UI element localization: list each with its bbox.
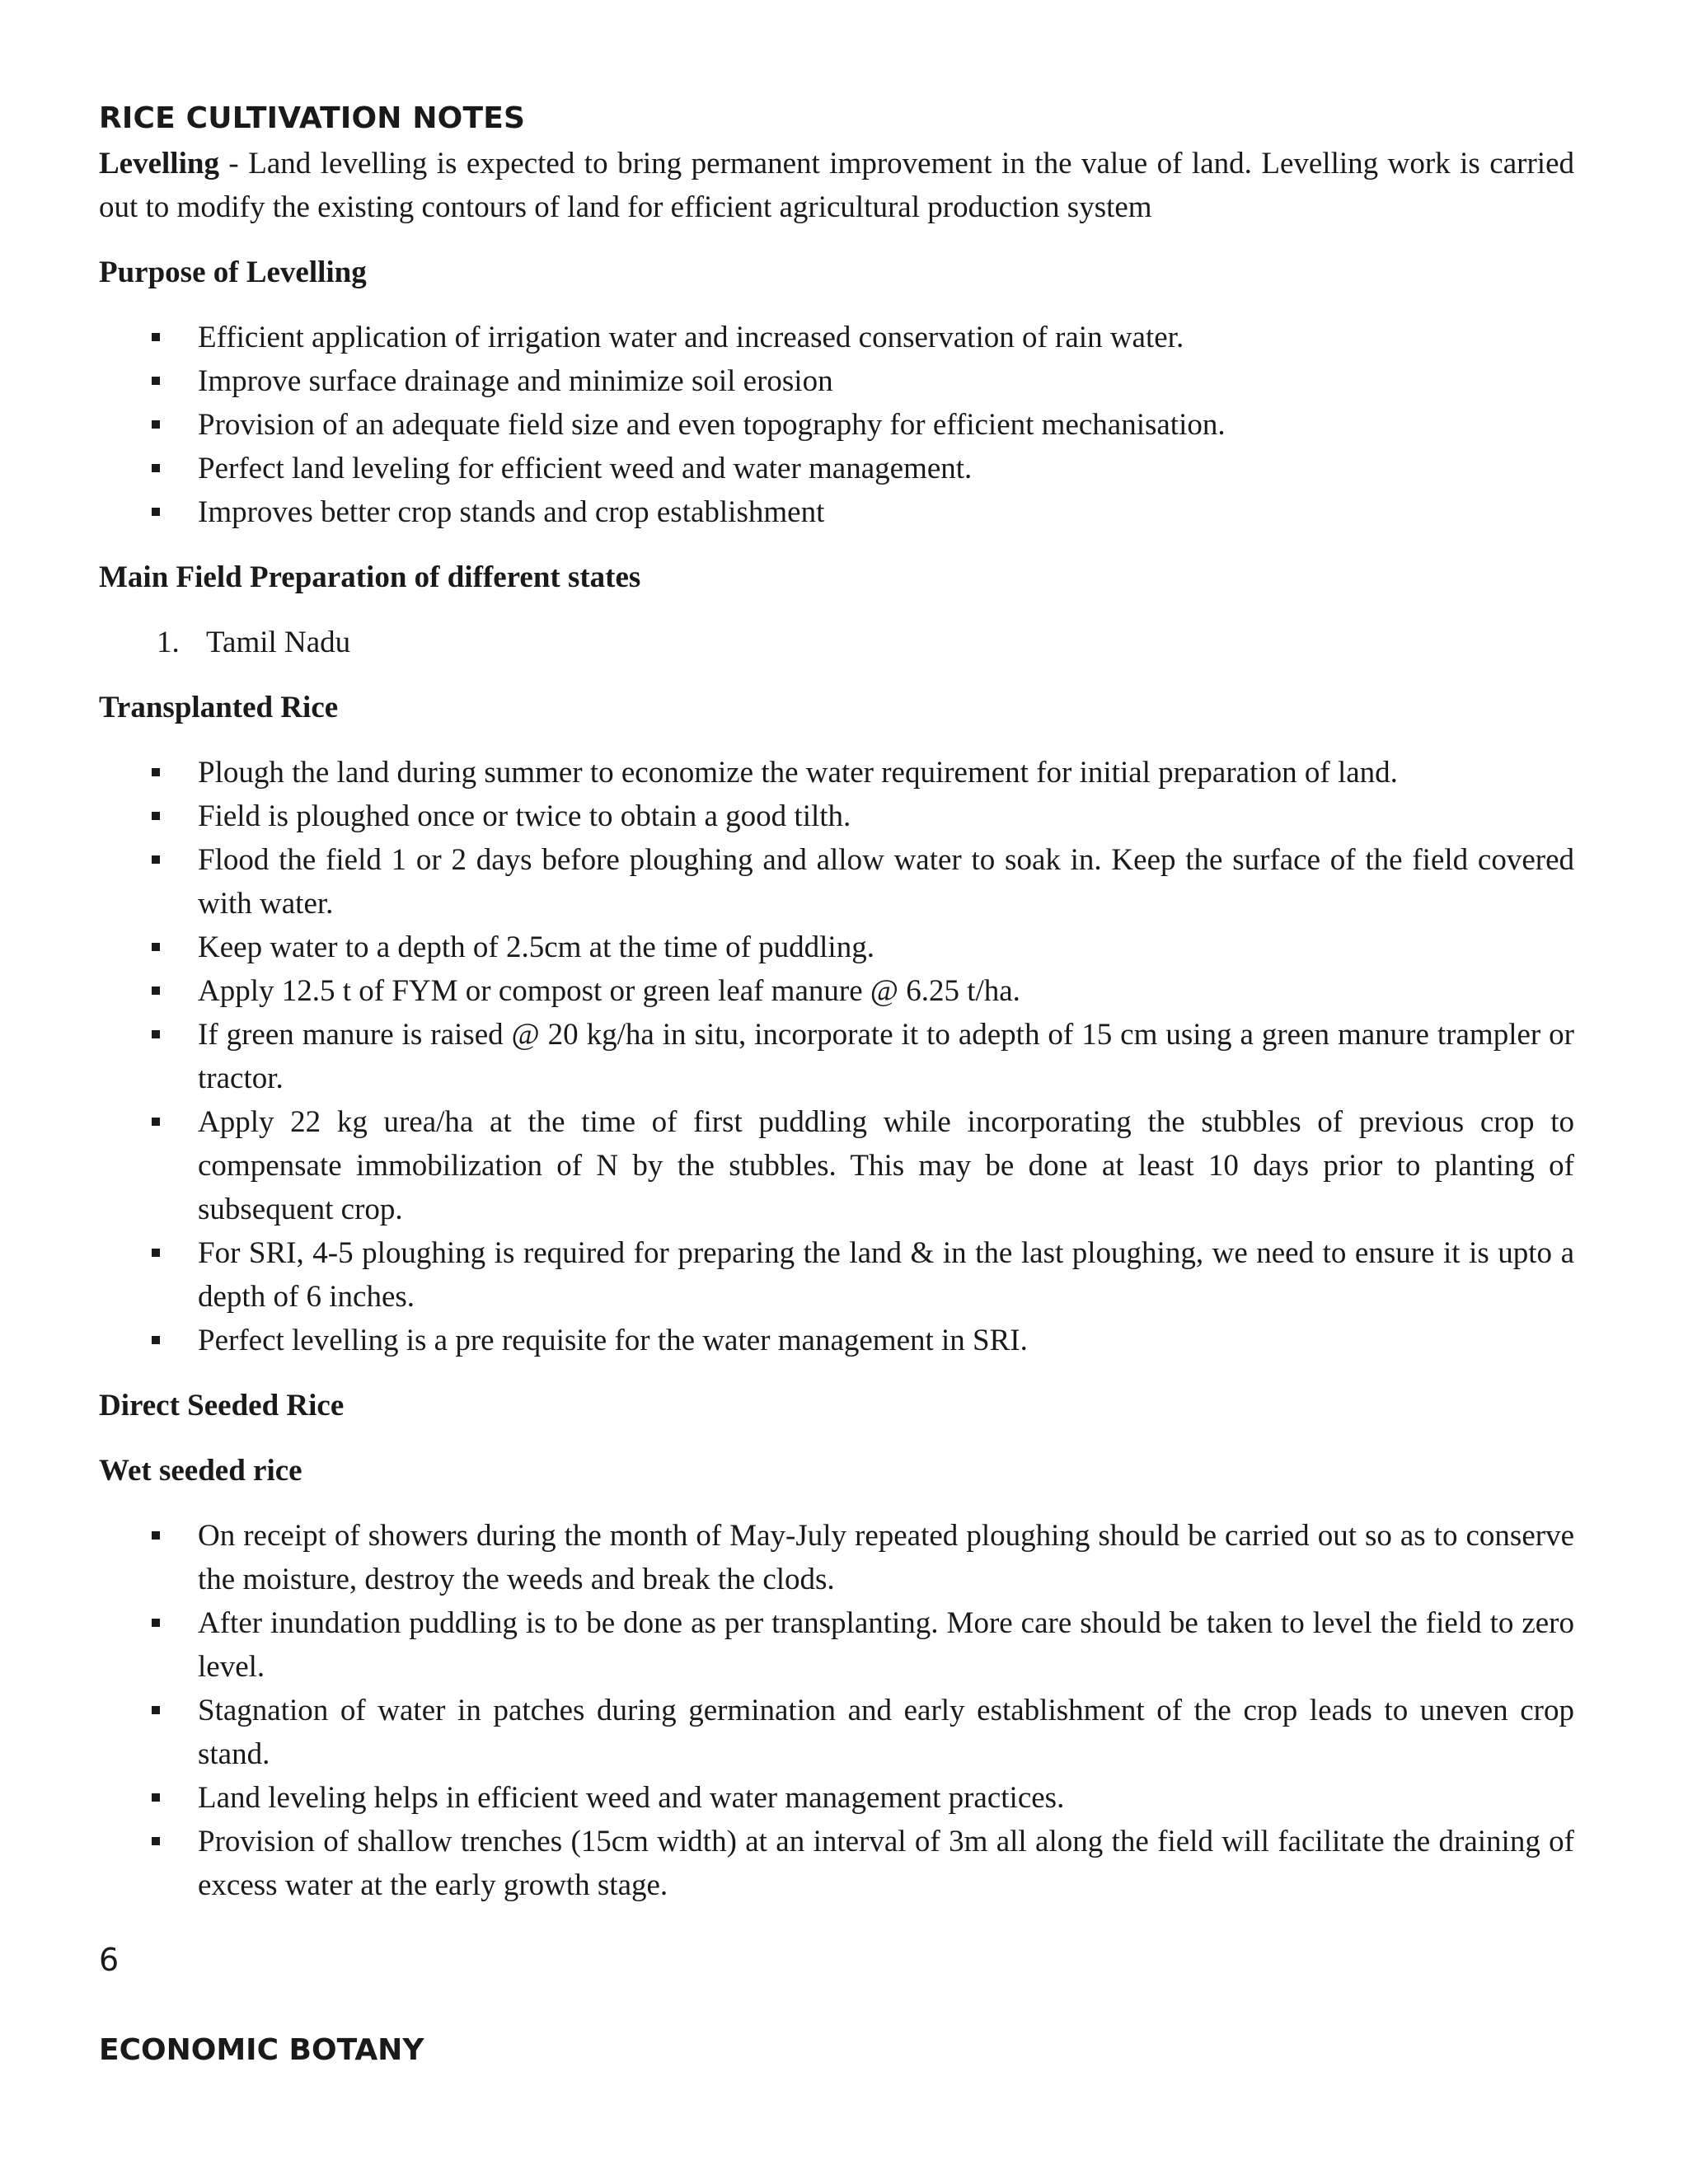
square-bullet-icon: [152, 987, 160, 995]
square-bullet-icon: [152, 508, 160, 516]
main-field-heading: Main Field Preparation of different states: [99, 560, 641, 594]
list-item: [99, 838, 1574, 926]
levelling-term: Levelling: [99, 147, 219, 180]
square-bullet-icon: [152, 1837, 160, 1845]
state-name: Tamil Nadu: [206, 626, 351, 659]
square-bullet-icon: [152, 1531, 160, 1540]
document-page: [99, 97, 1574, 1907]
square-bullet-icon: [152, 1706, 160, 1714]
list-item-text: Keep water to a depth of 2.5cm at the time of puddling.: [198, 930, 874, 964]
list-item-text: On receipt of showers during the month of May-July repeated ploughing should be carried out so as to conserve the moisture, destroy the weeds and break the clods.: [198, 1519, 1574, 1596]
list-item-text: Apply 12.5 t of FYM or compost or green leaf manure @ 6.25 t/ha.: [198, 974, 1020, 1008]
list-item: [99, 1820, 1574, 1907]
list-item: [99, 969, 1574, 1013]
list-item-text: Improves better crop stands and crop establishment: [198, 495, 825, 529]
list-item-text: Provision of an adequate field size and even topography for efficient mechanisation.: [198, 408, 1226, 442]
list-item: [99, 1689, 1574, 1776]
list-item-text: Perfect levelling is a pre requisite for the water management in SRI.: [198, 1324, 1028, 1357]
wet-seeded-list: [99, 1514, 1574, 1907]
list-item: [99, 926, 1574, 969]
direct-seeded-heading: Direct Seeded Rice: [99, 1389, 345, 1422]
square-bullet-icon: [152, 1336, 160, 1344]
list-item-text: Improve surface drainage and minimize soil erosion: [198, 364, 833, 398]
list-item: [99, 621, 1574, 664]
list-item: [99, 1231, 1574, 1319]
list-item-text: After inundation puddling is to be done as per transplanting. More care should be taken to level the field to zero level.: [198, 1606, 1574, 1684]
square-bullet-icon: [152, 768, 160, 776]
list-item: [99, 490, 1574, 534]
list-item-text: Apply 22 kg urea/ha at the time of first puddling while incorporating the stubbles of previous crop to compensate immobilization of N by the stubbles. This may be done at least 10 days prior to planting of subsequent crop.: [198, 1105, 1574, 1226]
states-list: [99, 621, 1574, 664]
list-item: [99, 447, 1574, 490]
list-item: [99, 794, 1574, 838]
square-bullet-icon: [152, 420, 160, 429]
wet-seeded-heading: Wet seeded rice: [99, 1454, 302, 1488]
square-bullet-icon: [152, 812, 160, 820]
transplanted-heading: Transplanted Rice: [99, 691, 339, 724]
list-item: [99, 1601, 1574, 1689]
square-bullet-icon: [152, 377, 160, 385]
list-item-text: Plough the land during summer to economize the water requirement for initial preparation of land.: [198, 756, 1398, 790]
list-item-text: Stagnation of water in patches during germination and early establishment of the crop leads to uneven crop stand.: [198, 1694, 1574, 1771]
square-bullet-icon: [152, 464, 160, 472]
list-item-text: Efficient application of irrigation water and increased conservation of rain water.: [198, 321, 1184, 354]
list-item-text: Flood the field 1 or 2 days before ploughing and allow water to soak in. Keep the surface of the field covered with water.: [198, 843, 1574, 921]
page-number: 6: [99, 1942, 120, 1978]
square-bullet-icon: [152, 943, 160, 951]
square-bullet-icon: [152, 1619, 160, 1627]
levelling-definition: - Land levelling is expected to bring permanent improvement in the value of land. Levelling work is carried out to modify the existing contours of land for efficient agricultural production system: [99, 147, 1574, 224]
purpose-heading: Purpose of Levelling: [99, 255, 367, 289]
list-item-text: Perfect land leveling for efficient weed and water management.: [198, 452, 973, 485]
list-item: [99, 403, 1574, 447]
list-number: 1.: [157, 626, 180, 659]
list-item: [99, 1514, 1574, 1601]
list-item: [99, 359, 1574, 403]
list-item: [99, 1319, 1574, 1362]
square-bullet-icon: [152, 1030, 160, 1038]
square-bullet-icon: [152, 1249, 160, 1257]
footer-title: ECONOMIC BOTANY: [99, 2033, 424, 2067]
list-item: [99, 1776, 1574, 1820]
levelling-intro: [99, 142, 1574, 229]
list-item-text: Field is ploughed once or twice to obtain a good tilth.: [198, 799, 851, 833]
document-title: RICE CULTIVATION NOTES: [99, 101, 526, 135]
list-item: [99, 1013, 1574, 1100]
square-bullet-icon: [152, 1118, 160, 1126]
list-item-text: If green manure is raised @ 20 kg/ha in situ, incorporate it to adepth of 15 cm using a green manure trampler or tractor.: [198, 1018, 1574, 1095]
list-item: [99, 1100, 1574, 1231]
list-item-text: Provision of shallow trenches (15cm width) at an interval of 3m all along the field will facilitate the draining of excess water at the early growth stage.: [198, 1825, 1574, 1902]
purpose-list: [99, 316, 1574, 534]
square-bullet-icon: [152, 1793, 160, 1802]
list-item: [99, 316, 1574, 359]
square-bullet-icon: [152, 855, 160, 864]
list-item-text: Land leveling helps in efficient weed and water management practices.: [198, 1781, 1065, 1815]
square-bullet-icon: [152, 333, 160, 341]
list-item: [99, 751, 1574, 794]
list-item-text: For SRI, 4-5 ploughing is required for preparing the land & in the last ploughing, we need to ensure it is upto a depth of 6 inches.: [198, 1236, 1574, 1314]
transplanted-list: [99, 751, 1574, 1362]
